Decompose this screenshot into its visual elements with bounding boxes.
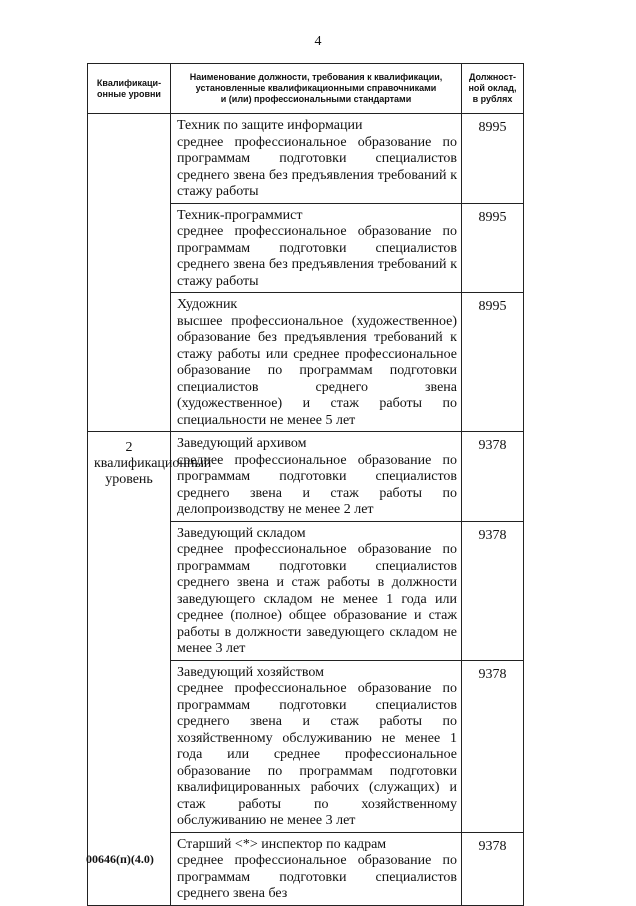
position-requirements: среднее профессиональное образование по программам подготовки специалистов среднего звена и стаж работы по делопроизводству не менее 2 лет — [177, 452, 457, 517]
position-title: Заведующий складом — [177, 525, 306, 541]
position-requirements: среднее профессиональное образование по программам подготовки специалистов среднего звена без предъявления требований к стажу работы — [177, 134, 457, 199]
position-title: Заведующий архивом — [177, 436, 307, 451]
position-requirements: среднее профессиональное образование по программам подготовки специалистов среднего звена без — [177, 853, 457, 901]
qualification-salary-table — [87, 63, 524, 906]
position-requirements: среднее профессиональное образование по программам подготовки специалистов среднего звена и стаж работы по хозяйственному обслуживанию не менее 1 года или среднее профессиональное образование по программам подготовки квалифицированных рабочих (служащих) и стаж работы по хозяйственному обслуживанию не менее 3 лет — [177, 681, 457, 828]
position-cell — [171, 660, 462, 832]
position-cell — [171, 432, 462, 522]
position-requirements: среднее профессиональное образование по программам подготовки специалистов среднего звена и стаж работы в должности заведующего складом не менее 1 года или среднее (полное) общее образование и стаж работы в должности заведующего складом не менее 3 лет — [177, 542, 457, 656]
salary-cell — [462, 660, 524, 832]
position-cell — [171, 832, 462, 905]
salary-cell — [462, 203, 524, 293]
qualification-level: 2 квалификационный уровень — [94, 440, 212, 487]
salary-value: 8995 — [478, 209, 507, 225]
salary-value: 9378 — [478, 838, 507, 854]
salary-value: 9378 — [478, 527, 507, 543]
position-requirements: среднее профессиональное образование по программам подготовки специалистов среднего звена без предъявления требований к стажу работы — [177, 224, 457, 289]
position-title: Техник-программист — [177, 207, 303, 223]
salary-value: 8995 — [478, 299, 507, 314]
header-qualification-levels: Квалификаци- онные уровни — [88, 64, 171, 114]
position-cell — [171, 293, 462, 432]
salary-cell — [462, 521, 524, 660]
document-code: 00646(п)(4.0) — [86, 852, 154, 866]
salary-cell — [462, 432, 524, 522]
position-requirements: высшее профессиональное (художественное) образование без предъявления требований к стажу работы или среднее профессиональное образование по программам подготовки специалистов среднего звена (художественное) и стаж работы по специальности не менее 5 лет — [177, 313, 457, 428]
salary-cell — [462, 832, 524, 905]
position-title: Художник — [177, 297, 238, 312]
position-title: Заведующий хозяйством — [177, 664, 324, 680]
position-cell — [171, 114, 462, 204]
header-salary: Должност- ной оклад, в рублях — [462, 64, 524, 114]
qualification-level-cell — [88, 114, 171, 432]
position-title: Техник по защите информации — [177, 118, 363, 133]
table-row — [88, 432, 524, 522]
salary-value: 8995 — [478, 120, 507, 135]
table-header-row — [88, 64, 524, 114]
position-cell — [171, 521, 462, 660]
salary-cell — [462, 293, 524, 432]
salary-value: 9378 — [478, 438, 507, 453]
position-title: Старший <*> инспектор по кадрам — [177, 836, 387, 852]
table-row — [88, 114, 524, 204]
page-number: 4 — [314, 34, 322, 49]
salary-cell — [462, 114, 524, 204]
qualification-level-cell — [88, 432, 212, 906]
position-cell — [171, 203, 462, 293]
header-position-requirements: Наименование должности, требования к квалификации, установленные квалификационными справочниками и (или) профессиональными стандартами — [171, 64, 462, 114]
salary-value: 9378 — [478, 666, 507, 682]
